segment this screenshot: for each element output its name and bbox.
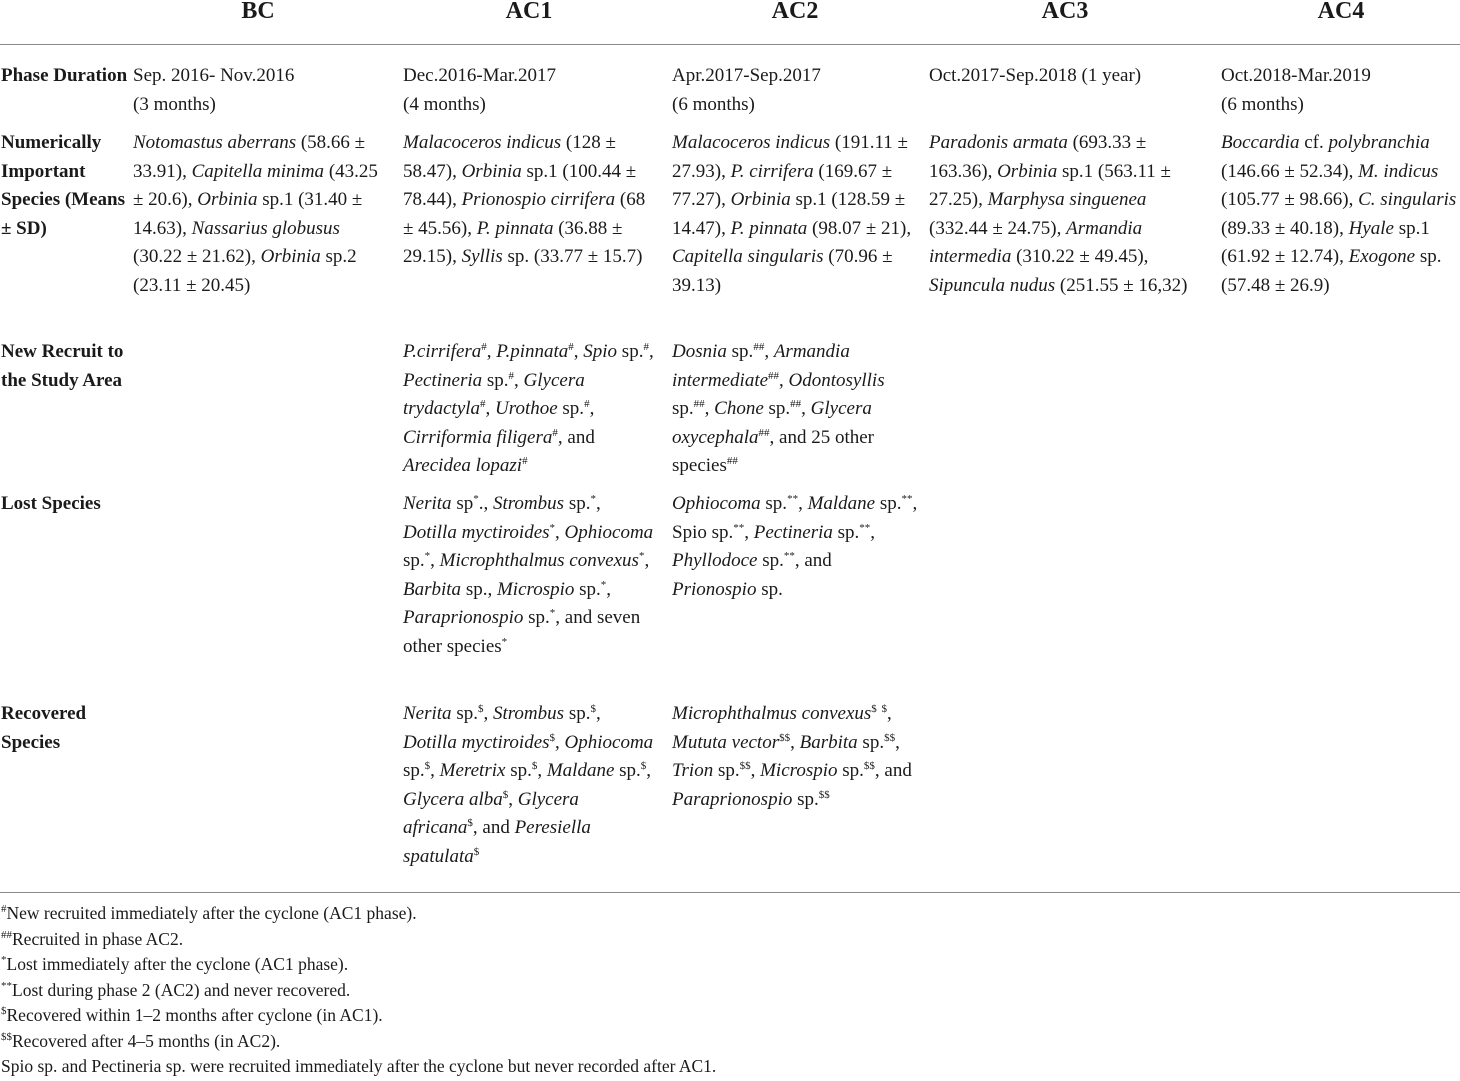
footnote-mark: $ bbox=[502, 788, 509, 801]
species-value: (89.33 ± 40.18), bbox=[1221, 217, 1349, 239]
footnote bbox=[1, 901, 716, 927]
separator: , bbox=[648, 341, 654, 362]
footnote-text: Recovered within 1–2 months after cyclone (in AC1). bbox=[6, 1005, 383, 1025]
separator: , bbox=[485, 398, 496, 420]
species-name: Urothoe bbox=[495, 398, 558, 420]
species-suffix: sp. bbox=[857, 731, 885, 753]
separator: , bbox=[798, 493, 808, 514]
species-name: Glycera oxycephala bbox=[672, 398, 872, 448]
species-suffix: sp. bbox=[557, 398, 585, 420]
col-header-ac3: AC3 bbox=[1041, 0, 1089, 24]
separator: , bbox=[644, 550, 650, 572]
species-suffix: sp. bbox=[760, 493, 788, 514]
species-name: Cirriformia filigera bbox=[403, 426, 553, 448]
footnote-mark: # bbox=[552, 426, 558, 439]
species-value: (30.22 ± 21.62), bbox=[133, 246, 261, 268]
species-name: Peresiella spatulata bbox=[403, 817, 591, 867]
species-name: Microspio bbox=[496, 578, 575, 600]
footnote-mark: # bbox=[568, 341, 574, 353]
footnote-mark: * bbox=[501, 635, 508, 648]
footnote bbox=[1, 1054, 716, 1080]
ac1-length: (4 months) bbox=[403, 93, 486, 115]
footnote-mark: ## bbox=[693, 398, 705, 411]
separator: , bbox=[790, 731, 800, 753]
footnote-mark: ** bbox=[787, 493, 799, 505]
footnote-mark: $$ bbox=[884, 731, 896, 744]
species-value: (191.11 ± 27.93), bbox=[672, 132, 908, 182]
footnote-mark: $$ bbox=[1, 1030, 12, 1043]
row-label-recovered-species: Recovered Species bbox=[1, 703, 87, 753]
species-value: (105.77 ± 98.66), bbox=[1221, 189, 1359, 211]
species-value: (98.07 ± 21), bbox=[807, 217, 912, 239]
species-suffix: sp. bbox=[451, 703, 478, 724]
species-value: (332.44 ± 24.75), bbox=[929, 217, 1067, 239]
footnote-text: Lost immediately after the cyclone (AC1 phase). bbox=[6, 954, 349, 974]
species-name: Paraprionospio bbox=[672, 788, 793, 810]
species-name: Nerita bbox=[403, 703, 452, 724]
species-name: Meretrix bbox=[439, 760, 506, 782]
ac1-dates: Dec.2016-Mar.2017 bbox=[403, 65, 557, 86]
cell-ac4-phase-duration bbox=[1221, 62, 1460, 119]
footnote-mark: * bbox=[549, 521, 556, 534]
footnote-mark: $ bbox=[590, 703, 596, 715]
species-name: Maldane bbox=[546, 760, 615, 782]
separator: , bbox=[514, 369, 524, 391]
bc-dates: Sep. 2016- Nov.2016 bbox=[133, 65, 295, 86]
species-name: Paraprionospio bbox=[403, 607, 524, 629]
species-name: Sipuncula nudus bbox=[929, 274, 1056, 296]
species-name: Maldane bbox=[807, 493, 876, 514]
species-name: Malacoceros indicus bbox=[403, 132, 562, 153]
species-value: (693.33 ± 163.36), bbox=[929, 132, 1147, 182]
footnote-mark: * bbox=[1, 954, 7, 966]
footnote-mark: $ bbox=[549, 731, 556, 744]
footnote-text: Recruited in phase AC2. bbox=[12, 928, 184, 949]
species-name: Hyale bbox=[1348, 217, 1394, 239]
footnote-mark: # bbox=[643, 341, 649, 353]
separator: , bbox=[895, 731, 900, 753]
footnote-mark: ## bbox=[753, 341, 765, 353]
species-value: sp.1 (563.11 ± 27.25), bbox=[929, 160, 1171, 211]
footnote-mark: # bbox=[480, 398, 486, 411]
species-name: Trion bbox=[672, 760, 714, 782]
footnote bbox=[1, 952, 716, 978]
row-label-lost-species: Lost Species bbox=[1, 493, 101, 514]
bc-length: (3 months) bbox=[133, 93, 216, 115]
species-suffix: sp. bbox=[875, 493, 902, 514]
separator: , and 25 other species bbox=[672, 426, 874, 477]
footnote-mark: $$ bbox=[739, 760, 751, 773]
footnote-mark: $ bbox=[871, 703, 877, 715]
separator: , bbox=[555, 521, 565, 543]
footnote-mark: $ bbox=[477, 703, 484, 715]
row-label-phase-duration: Phase Duration bbox=[1, 65, 128, 86]
species-value: (146.66 ± 52.34), bbox=[1221, 160, 1359, 182]
separator: , bbox=[744, 521, 754, 543]
footnote-text: Lost during phase 2 (AC2) and never recovered. bbox=[12, 979, 351, 1000]
separator: , bbox=[573, 341, 584, 362]
species-value: sp.1 (100.44 ± 78.44), bbox=[403, 160, 637, 211]
col-header-ac1: AC1 bbox=[505, 0, 553, 24]
species-value: (68 ± 45.56), bbox=[403, 189, 646, 239]
species-name: Ophiocoma bbox=[564, 731, 654, 753]
species-suffix: sp. bbox=[832, 521, 860, 543]
ac2-dates: Apr.2017-Sep.2017 bbox=[672, 65, 821, 86]
species-name: M. indicus bbox=[1358, 160, 1439, 182]
species-name: Phyllodoce bbox=[672, 550, 758, 572]
species-name: Dotilla myctiroides bbox=[403, 731, 550, 753]
species-name: P. cirrifera bbox=[730, 160, 814, 182]
cell-ac2-recovered-species bbox=[672, 700, 918, 814]
species-name: Glycera africana bbox=[403, 788, 579, 839]
cell-ac1-lost-species bbox=[403, 490, 655, 662]
cell-bc-phase-duration bbox=[133, 62, 383, 119]
species-suffix: sp. bbox=[614, 760, 641, 782]
species-suffix: sp. bbox=[792, 788, 819, 810]
species-name: Barbita bbox=[799, 731, 858, 753]
footnote-mark: $ bbox=[640, 760, 647, 773]
footnote-mark: ** bbox=[859, 521, 871, 534]
species-suffix: sp. bbox=[505, 760, 532, 782]
species-suffix: sp. bbox=[726, 341, 754, 362]
species-name: Ophiocoma bbox=[564, 521, 654, 543]
footnote-mark: $ bbox=[473, 845, 480, 858]
ac3-duration: Oct.2017-Sep.2018 (1 year) bbox=[929, 65, 1142, 86]
cell-ac1-new-recruit bbox=[403, 338, 655, 481]
separator: , and bbox=[557, 426, 595, 448]
separator: , and bbox=[874, 760, 912, 782]
species-suffix: sp. bbox=[403, 550, 425, 572]
separator: , bbox=[537, 760, 547, 782]
species-suffix: sp. bbox=[713, 760, 740, 782]
species-name: Syllis bbox=[461, 246, 503, 268]
footer-rule bbox=[0, 892, 1460, 893]
species-suffix: sp bbox=[451, 493, 474, 514]
separator: , bbox=[595, 703, 601, 724]
species-suffix: sp. bbox=[837, 760, 864, 782]
ac4-length: (6 months) bbox=[1221, 93, 1304, 115]
species-name: Glycera alba bbox=[403, 788, 503, 810]
species-suffix: sp. bbox=[564, 703, 591, 724]
footnote-mark: $$ bbox=[779, 731, 791, 744]
species-name: Spio bbox=[583, 341, 618, 362]
footnote-mark: $ bbox=[881, 703, 888, 715]
species-name: Mututa vector bbox=[672, 731, 780, 753]
species-suffix: sp. bbox=[617, 341, 644, 362]
footnote-mark: $ bbox=[424, 760, 431, 773]
species-name: Exogone bbox=[1348, 246, 1416, 268]
footnote bbox=[1, 1029, 716, 1055]
separator: , bbox=[801, 398, 811, 420]
footnote-mark: ## bbox=[758, 426, 770, 439]
species-name: Orbinia bbox=[197, 189, 258, 211]
cell-bc-numerically-important bbox=[133, 129, 383, 301]
species-name: P.pinnata bbox=[496, 341, 569, 362]
separator: , bbox=[555, 731, 565, 753]
footnote-mark: * bbox=[549, 607, 556, 620]
species-suffix: sp. bbox=[574, 578, 601, 600]
col-header-ac4: AC4 bbox=[1317, 0, 1365, 24]
species-value: sp. (33.77 ± 15.7) bbox=[502, 246, 643, 268]
separator: , bbox=[589, 398, 595, 420]
separator: , bbox=[483, 703, 493, 724]
species-value: sp.1 (31.40 ± 14.63), bbox=[133, 189, 363, 239]
footnote-mark: $ bbox=[531, 760, 538, 773]
species-name: Strombus bbox=[492, 493, 565, 514]
footnote-text: Recovered after 4–5 months (in AC2). bbox=[12, 1030, 281, 1051]
footnote-mark: $ bbox=[467, 817, 473, 830]
separator: ., bbox=[478, 493, 493, 514]
species-name: Pectineria bbox=[403, 369, 483, 391]
row-label-numerically-important: Numerically Important Species (Means ± SD) bbox=[1, 132, 126, 239]
separator: , and bbox=[794, 550, 832, 572]
species-name: Barbita bbox=[403, 578, 462, 600]
footnotes bbox=[1, 901, 716, 1080]
species-name: Pectineria bbox=[753, 521, 833, 543]
species-name: Capitella singularis bbox=[672, 246, 824, 268]
species-suffix: sp. bbox=[523, 607, 550, 629]
species-name: Orbinia bbox=[461, 160, 522, 182]
species-name: C. singularis bbox=[1358, 189, 1457, 211]
species-suffix: sp. bbox=[757, 550, 784, 572]
footnote bbox=[1, 927, 716, 953]
separator: , Spio sp. bbox=[672, 493, 918, 543]
separator: , and bbox=[472, 817, 515, 839]
footnote-mark: # bbox=[508, 369, 515, 382]
separator: , bbox=[764, 341, 774, 362]
separator: , bbox=[646, 760, 652, 782]
separator: , bbox=[779, 369, 789, 391]
table-header bbox=[0, 0, 1460, 35]
species-name: Notomastus aberrans bbox=[133, 132, 297, 153]
cell-ac3-phase-duration bbox=[929, 62, 1201, 91]
species-suffix: sp. bbox=[482, 369, 509, 391]
species-name: P. pinnata bbox=[476, 217, 554, 239]
species-name: Dotilla myctiroides bbox=[403, 521, 550, 543]
species-name: Malacoceros indicus bbox=[672, 132, 831, 153]
species-name: Ophiocoma bbox=[672, 493, 761, 514]
species-name: Glycera trydactyla bbox=[403, 369, 585, 420]
species-suffix: sp., bbox=[461, 578, 497, 600]
separator: , bbox=[595, 493, 601, 514]
separator: , bbox=[486, 341, 497, 362]
separator: , bbox=[606, 578, 612, 600]
species-name: Microphthalmus convexus bbox=[439, 550, 639, 572]
species-name: Marphysa singuenea bbox=[987, 189, 1147, 211]
footnote-mark: * bbox=[473, 493, 479, 505]
footnote-mark: # bbox=[522, 455, 528, 468]
separator: , bbox=[887, 703, 892, 724]
species-name: Dosnia bbox=[672, 341, 727, 362]
cell-ac1-phase-duration bbox=[403, 62, 655, 119]
species-name: Boccardia bbox=[1221, 132, 1300, 153]
footnote-mark: ** bbox=[733, 521, 745, 534]
species-name: Orbinia bbox=[260, 246, 321, 268]
species-suffix: sp. bbox=[564, 493, 591, 514]
species-name: Microspio bbox=[760, 760, 838, 782]
species-name: Chone bbox=[714, 398, 764, 420]
species-name: Armandia intermedia bbox=[929, 217, 1143, 268]
separator: , and seven other species bbox=[403, 607, 641, 657]
species-value: cf. bbox=[1299, 132, 1329, 153]
separator: , bbox=[430, 760, 440, 782]
header-rule bbox=[0, 44, 1460, 45]
species-name: Strombus bbox=[492, 703, 565, 724]
cell-ac2-new-recruit bbox=[672, 338, 918, 481]
species-suffix: sp. bbox=[403, 760, 425, 782]
separator: , bbox=[704, 398, 715, 420]
footnote-mark: # bbox=[481, 341, 487, 353]
species-value: (310.22 ± 49.45), bbox=[1011, 246, 1149, 268]
species-value: (58.66 ± 33.91), bbox=[133, 132, 366, 182]
species-value: sp.2 (23.11 ± 20.45) bbox=[133, 246, 357, 296]
footnote-mark: # bbox=[1, 903, 7, 915]
footnote-mark: ** bbox=[1, 979, 12, 992]
species-name: Arecidea lopazi bbox=[403, 455, 523, 477]
footnote-mark: ** bbox=[901, 493, 913, 505]
footnote-mark: ## bbox=[1, 928, 12, 941]
cell-ac2-lost-species bbox=[672, 490, 918, 604]
footnote-mark: * bbox=[638, 550, 645, 563]
cell-ac4-numerically-important bbox=[1221, 129, 1460, 301]
cell-ac2-phase-duration bbox=[672, 62, 918, 119]
species-name: Microphthalmus convexus bbox=[672, 703, 872, 724]
footnote-mark: * bbox=[424, 550, 431, 563]
footnote-mark: $ bbox=[1, 1005, 7, 1017]
footnote-text: Spio sp. and Pectineria sp. were recruited immediately after the cyclone but never recorded after AC1. bbox=[1, 1056, 717, 1076]
footnote-mark: * bbox=[590, 493, 596, 505]
species-name: Nerita bbox=[403, 493, 452, 514]
separator: , bbox=[750, 760, 761, 782]
separator: , bbox=[508, 788, 518, 810]
species-value: (128 ± 58.47), bbox=[403, 132, 616, 182]
species-name: Prionospio bbox=[672, 578, 757, 600]
footnote bbox=[1, 1003, 716, 1029]
footnote-mark: # bbox=[584, 398, 590, 411]
separator: , bbox=[870, 521, 876, 543]
ac4-dates: Oct.2018-Mar.2019 bbox=[1221, 65, 1371, 86]
footnote-mark: ** bbox=[783, 550, 795, 563]
species-name: polybranchia bbox=[1328, 132, 1430, 153]
species-value: sp.1 (61.92 ± 12.74), bbox=[1221, 217, 1430, 268]
species-name: Paradonis armata bbox=[929, 132, 1068, 153]
footnote-mark: ## bbox=[790, 398, 802, 411]
species-value: (169.67 ± 77.27), bbox=[672, 160, 893, 211]
species-value: (43.25 ± 20.6), bbox=[133, 160, 378, 211]
footnote bbox=[1, 978, 716, 1004]
cell-ac3-numerically-important bbox=[929, 129, 1201, 301]
footnote-mark: $$ bbox=[818, 788, 830, 801]
species-value: (251.55 ± 16,32) bbox=[1055, 274, 1188, 296]
footnote-mark: ## bbox=[726, 455, 738, 468]
ac2-length: (6 months) bbox=[672, 93, 755, 115]
species-name: Armandia intermediate bbox=[672, 341, 850, 391]
cell-ac1-numerically-important bbox=[403, 129, 655, 272]
cell-ac2-numerically-important bbox=[672, 129, 918, 301]
species-name: Orbinia bbox=[997, 160, 1058, 182]
col-header-bc: BC bbox=[241, 0, 275, 24]
species-value: sp.1 (128.59 ± 14.47), bbox=[672, 189, 906, 239]
species-value: (36.88 ± 29.15), bbox=[403, 217, 623, 268]
species-value: sp. (57.48 ± 26.9) bbox=[1221, 246, 1442, 296]
footnote-mark: * bbox=[600, 578, 607, 591]
species-suffix: sp. bbox=[763, 398, 791, 420]
species-name: P. pinnata bbox=[730, 217, 808, 239]
cell-ac1-recovered-species bbox=[403, 700, 655, 872]
species-name: Nassarius globusus bbox=[191, 217, 340, 239]
species-name: Capitella minima bbox=[191, 160, 325, 182]
footnote-mark: $$ bbox=[863, 760, 875, 773]
separator: , bbox=[430, 550, 440, 572]
species-name: Odontosyllis bbox=[788, 369, 885, 391]
species-name: P.cirrifera bbox=[403, 341, 482, 362]
footnote-text: New recruited immediately after the cyclone (AC1 phase). bbox=[6, 903, 417, 923]
species-value: (70.96 ± 39.13) bbox=[672, 246, 893, 296]
species-name: Orbinia bbox=[730, 189, 791, 211]
species-name: Prionospio cirrifera bbox=[461, 189, 616, 211]
species-suffix: sp. bbox=[672, 398, 694, 420]
col-header-ac2: AC2 bbox=[771, 0, 819, 24]
row-label-new-recruit: New Recruit to the Study Area bbox=[1, 341, 124, 391]
species-suffix: sp. bbox=[756, 578, 783, 600]
footnote-mark: ## bbox=[768, 369, 780, 382]
